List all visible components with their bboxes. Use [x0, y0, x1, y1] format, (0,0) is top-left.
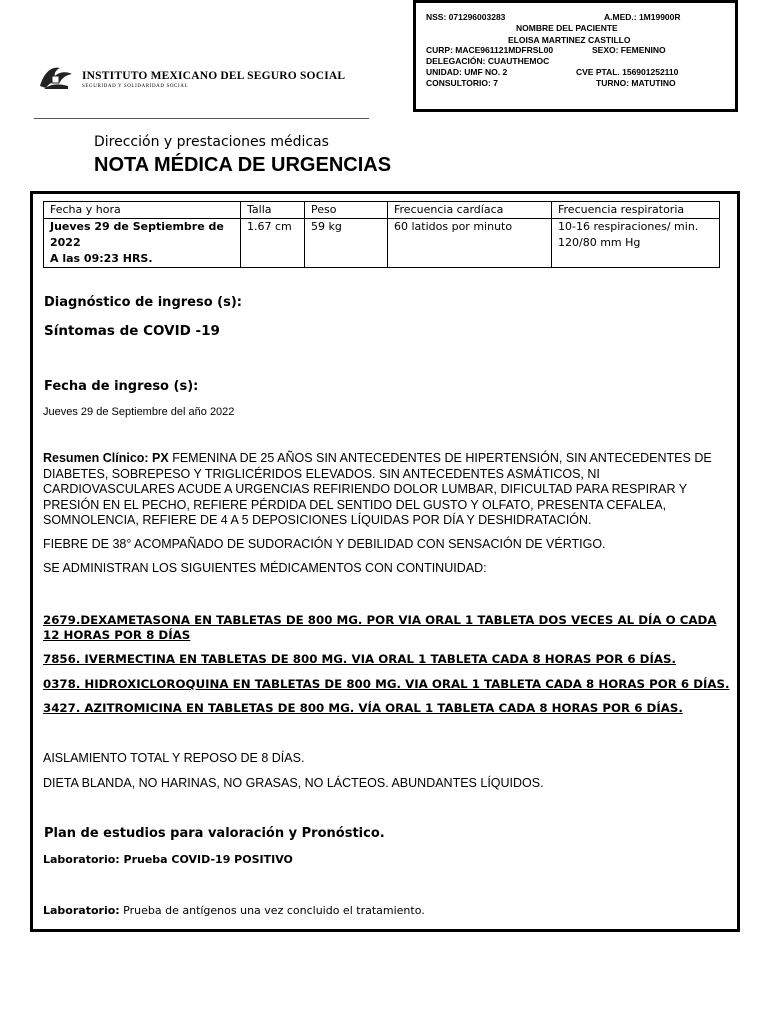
header-talla: Talla [241, 202, 305, 219]
header-divider [34, 118, 369, 119]
resumen-text: FEMENINA DE 25 AÑOS SIN ANTECEDENTES DE HIPERTENSIÓN, SIN ANTECEDENTES DE DIABETES, SOBREPESO Y TRIGLICÉRIDOS ELEVADOS. SIN ANTECEDENTES ASMÁTICOS, NI CARDIOVASCULARES ACUDE A URGENCIAS REFIRIENDO DOLOR LUMBAR, DIFICULTAD PARA RESPIRAR Y PRESIÓN EN EL PECHO, REFIERE PÉRDIDA DEL SENTIDO DEL GUSTO Y OLFATO, PRESENTA CEFALEA, SOMNOLENCIA, REFIERE DE 4 A 5 DEPOSICIONES LÍQUIDAS POR DÍA Y DESHIDRATACIÓN. [43, 451, 712, 527]
diagnostico-value: Síntomas de COVID -19 [44, 323, 220, 339]
resumen-label: Resumen Clínico: PX [43, 451, 169, 465]
turno: TURNO: MATUTINO [596, 78, 676, 88]
page-title: NOTA MÉDICA DE URGENCIAS [94, 154, 392, 176]
table-row [44, 219, 720, 268]
laboratorio-label: Laboratorio: [43, 904, 120, 917]
cve-ptal: CVE PTAL. 156901252110 [576, 67, 679, 77]
consultorio: CONSULTORIO: 7 [426, 78, 498, 88]
fiebre-text: FIEBRE DE 38° ACOMPAÑADO DE SUDORACIÓN Y DEBILIDAD CON SENSACIÓN DE VÉRTIGO. [43, 537, 606, 551]
patient-name-label: NOMBRE DEL PACIENTE [516, 23, 618, 33]
dieta-text: DIETA BLANDA, NO HARINAS, NO GRASAS, NO LÁCTEOS. ABUNDANTES LÍQUIDOS. [43, 776, 544, 790]
medicamento-item: 3427. AZITROMICINA EN TABLETAS DE 800 MG. VÍA ORAL 1 TABLETA CADA 8 HORAS POR 6 DÍAS. [43, 701, 683, 715]
header-peso: Peso [305, 202, 388, 219]
header-cardiaca: Frecuencia cardíaca [388, 202, 552, 219]
medicamento-item: 7856. IVERMECTINA EN TABLETAS DE 800 MG. VIA ORAL 1 TABLETA CADA 8 HORAS POR 6 DÍAS. [43, 652, 676, 666]
vitals-table [43, 201, 720, 268]
curp: CURP: MACE961121MDFRSL00 [426, 45, 554, 55]
patient-info-box [413, 0, 738, 112]
table-header-row [44, 202, 720, 219]
medicamento-item: 2679.DEXAMETASONA EN TABLETAS DE 800 MG. POR VIA ORAL 1 TABLETA DOS VECES AL DÍA O CADA 12 HORAS POR 8 DÍAS [43, 613, 717, 642]
nss: NSS: 071296003283 [426, 12, 506, 22]
unidad: UNIDAD: UMF NO. 2 [426, 67, 508, 77]
logo-name: INSTITUTO MEXICANO DEL SEGURO SOCIAL [82, 70, 346, 82]
cell-fecha: Jueves 29 de Septiembre de 2022 A las 09:23 HRS. [44, 219, 241, 268]
laboratorio-text: Prueba de antígenos una vez concluido el tratamiento. [119, 904, 425, 917]
cell-peso: 59 kg [305, 219, 388, 268]
plan-label: Plan de estudios para valoración y Pronóstico. [44, 826, 385, 841]
eagle-emblem-icon [38, 62, 74, 92]
laboratorio-antigenos [43, 904, 425, 917]
fecha-ingreso-label: Fecha de ingreso (s): [44, 379, 199, 394]
amed: A.MED.: 1M19900R [604, 12, 681, 22]
laboratorio-covid: Laboratorio: Prueba COVID-19 POSITIVO [43, 853, 293, 866]
subtitle: Dirección y prestaciones médicas [94, 134, 329, 150]
cell-cardiaca: 60 latidos por minuto [388, 219, 552, 268]
aislamiento-text: AISLAMIENTO TOTAL Y REPOSO DE 8 DÍAS. [43, 751, 305, 765]
resumen-clinico [43, 451, 733, 529]
sexo: SEXO: FEMENINO [592, 45, 666, 55]
logo-tagline: SEGURIDAD Y SOLIDARIDAD SOCIAL [82, 84, 189, 89]
cell-talla: 1.67 cm [241, 219, 305, 268]
medicamento-item: 0378. HIDROXICLOROQUINA EN TABLETAS DE 800 MG. VIA ORAL 1 TABLETA CADA 8 HORAS POR 6 DÍAS. [43, 677, 730, 691]
fecha-ingreso-value: Jueves 29 de Septiembre del año 2022 [43, 406, 235, 418]
header-fecha: Fecha y hora [44, 202, 241, 219]
delegacion: DELEGACIÓN: CUAUTHEMOC [426, 56, 550, 66]
header-respiratoria: Frecuencia respiratoria [552, 202, 720, 219]
patient-name: ELOISA MARTINEZ CASTILLO [508, 35, 631, 45]
administran-text: SE ADMINISTRAN LOS SIGUIENTES MÉDICAMENTOS CON CONTINUIDAD: [43, 561, 487, 575]
diagnostico-label: Diagnóstico de ingreso (s): [44, 295, 242, 310]
cell-respiratoria: 10-16 respiraciones/ min. 120/80 mm Hg [552, 219, 720, 268]
